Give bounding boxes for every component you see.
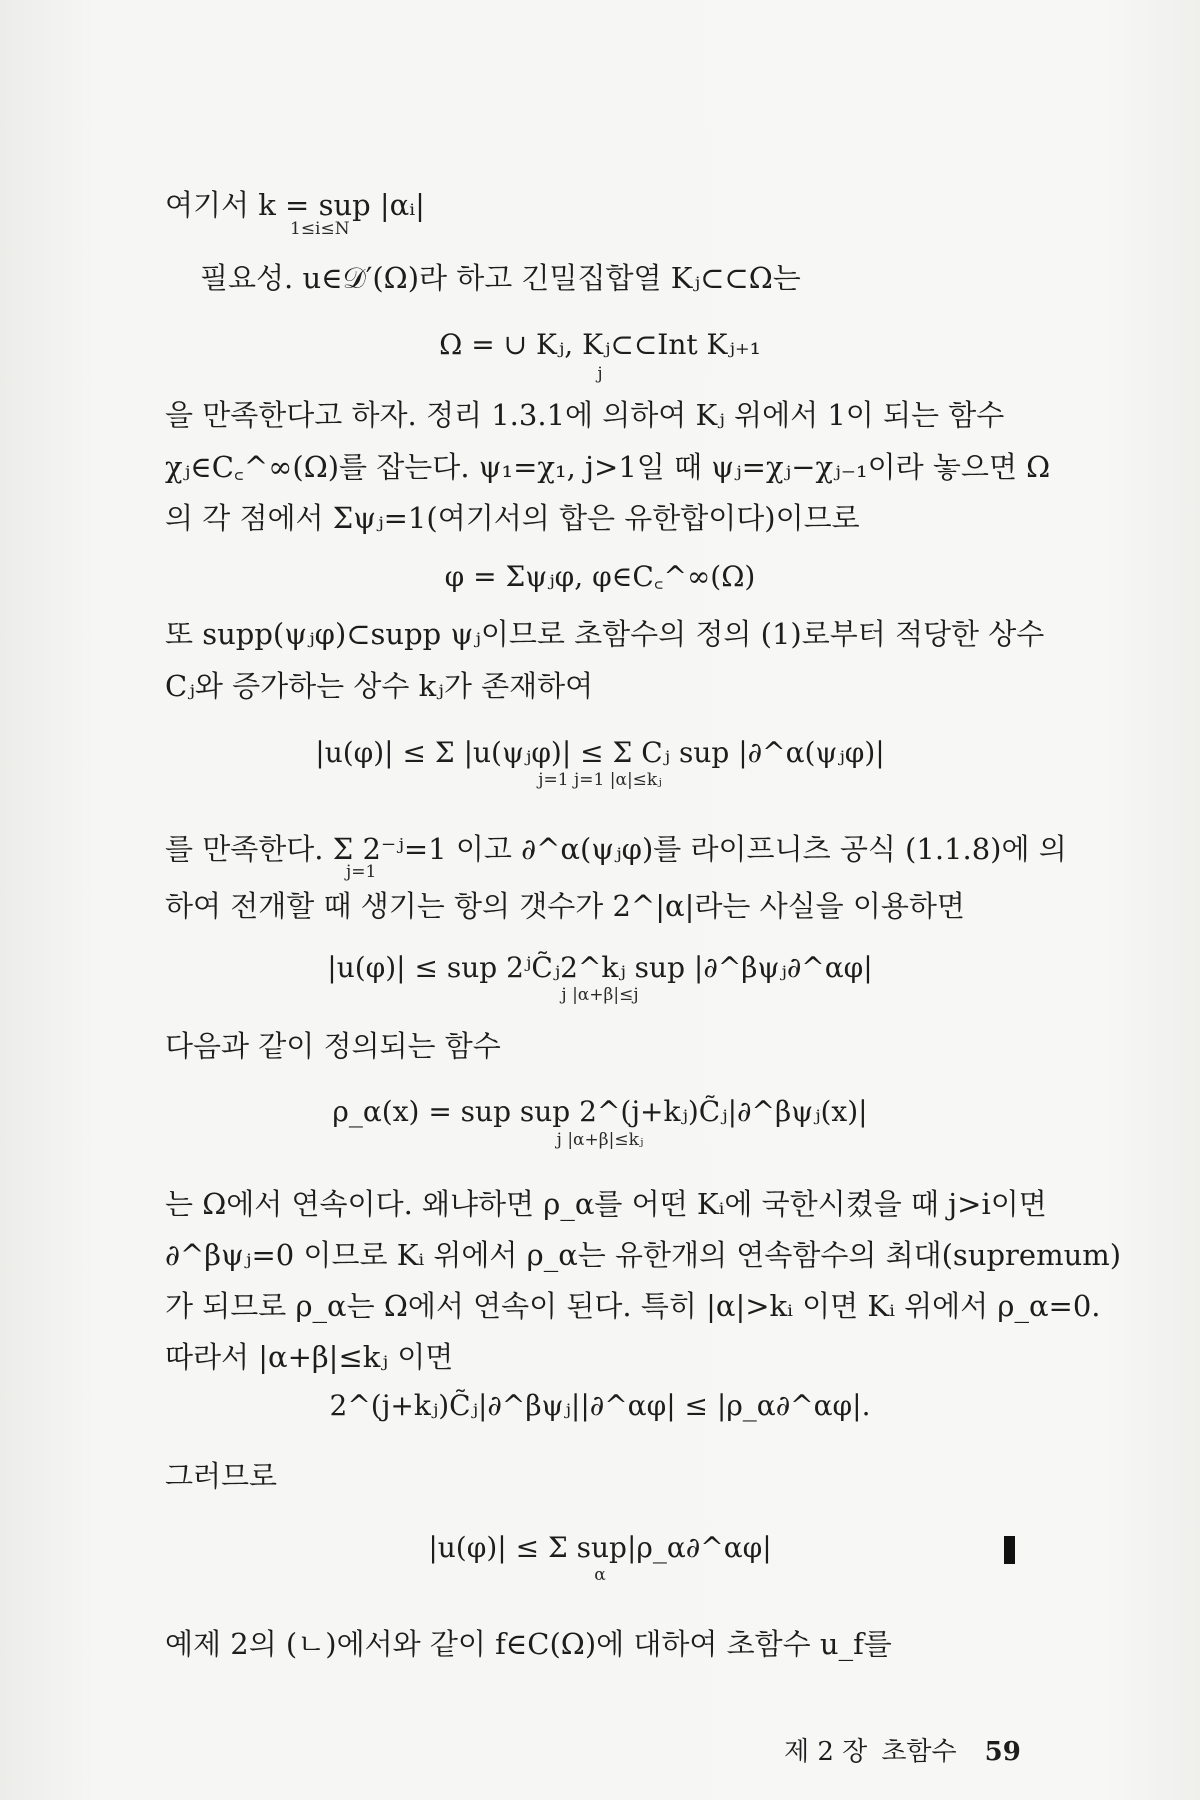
text-line-4: 의 각 점에서 Σψⱼ=1(여기서의 합은 유한합이다)이므로: [165, 501, 860, 535]
footer-title: 초함수: [881, 1737, 957, 1767]
text-line-necessity: 필요성. u∈𝒟′(Ω)라 하고 긴밀집합열 Kⱼ⊂⊂Ω는: [200, 261, 801, 295]
equation-final: |u(φ)| ≤ Σ sup|ρ_α∂^αφ|: [428, 1531, 772, 1564]
text-line-3: χⱼ∈C꜀^∞(Ω)를 잡는다. ψ₁=χ₁, j>1일 때 ψⱼ=χⱼ−χⱼ₋₁이라 놓으면 Ω: [165, 450, 1051, 484]
equation-u-bound-index: j=1 j=1 |α|≤kⱼ: [538, 770, 662, 790]
equation-omega-union-index: j: [597, 364, 603, 384]
text-line-1: 여기서 k = sup |αᵢ|: [165, 188, 425, 222]
equation-rho-index: j |α+β|≤kⱼ: [556, 1130, 644, 1150]
equation-u-bound: |u(φ)| ≤ Σ |u(ψⱼφ)| ≤ Σ Cⱼ sup |∂^α(ψⱼφ)|: [315, 736, 885, 769]
page-footer: [784, 1734, 1035, 1770]
footer-chapter: 제 2 장: [784, 1737, 868, 1767]
text-line-15: 예제 2의 (ㄴ)에서와 같이 f∈C(Ω)에 대하여 초함수 u_f를: [165, 1627, 892, 1661]
equation-rho: ρ_α(x) = sup sup 2^(j+kⱼ)C̃ⱼ|∂^βψⱼ(x)|: [332, 1095, 868, 1128]
sup-subscript-1: 1≤i≤N: [290, 219, 350, 239]
text-line-7: 를 만족한다. Σ 2⁻ʲ=1 이고 ∂^α(ψⱼφ)를 라이프니츠 공식 (1.1.8)에 의: [165, 832, 1067, 866]
equation-phi-sum: φ = Σψⱼφ, φ∈C꜀^∞(Ω): [444, 560, 756, 593]
equation-u-sup: |u(φ)| ≤ sup 2ʲC̃ⱼ2^kⱼ sup |∂^βψⱼ∂^αφ|: [327, 951, 873, 984]
qed-mark: [1004, 1536, 1015, 1564]
equation-u-sup-index: j |α+β|≤j: [561, 985, 639, 1005]
equation-final-index: α: [594, 1565, 606, 1585]
sum-index-1: j=1: [346, 862, 377, 882]
text-line-13: 따라서 |α+β|≤kⱼ 이면: [165, 1340, 454, 1374]
text-line-6: Cⱼ와 증가하는 상수 kⱼ가 존재하여: [165, 669, 594, 703]
equation-bound-2: 2^(j+kⱼ)C̃ⱼ|∂^βψⱼ||∂^αφ| ≤ |ρ_α∂^αφ|.: [329, 1389, 871, 1422]
equation-omega-union: Ω = ∪ Kⱼ, Kⱼ⊂⊂Int Kⱼ₊₁: [439, 328, 761, 361]
text-line-10: 는 Ω에서 연속이다. 왜냐하면 ρ_α를 어떤 Kᵢ에 국한시켰을 때 j>i이면: [165, 1187, 1047, 1221]
text-line-14: 그러므로: [165, 1459, 278, 1493]
page-number: 59: [984, 1737, 1021, 1767]
text-line-12: 가 되므로 ρ_α는 Ω에서 연속이 된다. 특히 |α|>kᵢ 이면 Kᵢ 위에서 ρ_α=0.: [165, 1289, 1101, 1323]
text-line-11: ∂^βψⱼ=0 이므로 Kᵢ 위에서 ρ_α는 유한개의 연속함수의 최대(supremum): [165, 1238, 1122, 1272]
text-line-5: 또 supp(ψⱼφ)⊂supp ψⱼ이므로 초함수의 정의 (1)로부터 적당한 상수: [165, 617, 1045, 651]
text-line-9: 다음과 같이 정의되는 함수: [165, 1029, 501, 1063]
text-line-2: 을 만족한다고 하자. 정리 1.3.1에 의하여 Kⱼ 위에서 1이 되는 함수: [165, 398, 1005, 432]
text-line-8: 하여 전개할 때 생기는 항의 갯수가 2^|α|라는 사실을 이용하면: [165, 889, 965, 923]
